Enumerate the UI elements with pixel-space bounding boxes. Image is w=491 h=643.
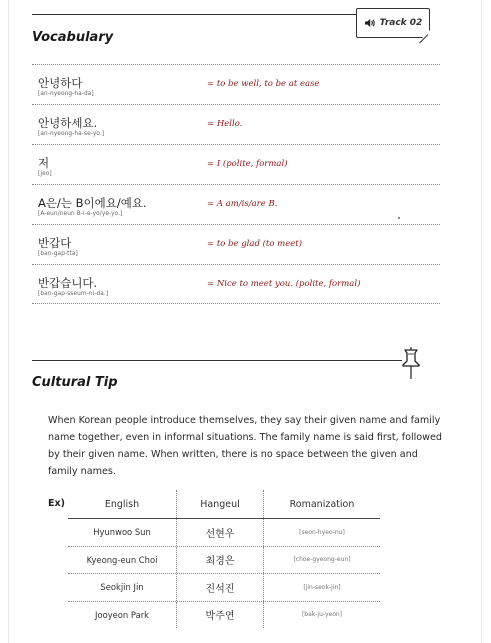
cell-hangeul: 진석진 — [176, 574, 264, 601]
cell-english: Kyeong-eun Choi — [86, 554, 158, 565]
table-row — [68, 547, 380, 575]
audio-track-button[interactable] — [356, 8, 430, 38]
cultural-tip-body: When Korean people introduce themselves, they say their given name and family name together, even in informal situations. The family name is said first, followed by their given name. When written, there is no space between the given and family names. — [48, 415, 442, 477]
cultural-tip-title: Cultural Tip — [32, 375, 118, 390]
vocab-meaning: = Hello. — [207, 119, 243, 129]
track-label: Track 02 — [379, 18, 423, 28]
vocab-korean: 저 — [38, 156, 50, 170]
table-row — [68, 574, 380, 602]
vocab-korean: 안녕하세요. — [38, 116, 98, 130]
vocabulary-title: Vocabulary — [32, 30, 114, 45]
cell-romanization: [choe-gyeong-eun] — [293, 556, 351, 564]
cell-hangeul: 선현우 — [176, 519, 264, 546]
vocab-meaning: = A am/is/are B. — [207, 199, 278, 209]
header-hangeul: Hangeul — [176, 490, 264, 518]
header-english: English — [104, 498, 140, 510]
table-header — [68, 490, 380, 519]
vocab-meaning: = to be glad (to meet) — [207, 239, 303, 249]
vocab-romanization: [ban-gap-tta] — [38, 251, 78, 257]
cultural-tip-rule — [32, 360, 402, 361]
vocab-row — [32, 224, 440, 264]
vocab-row — [32, 64, 440, 104]
vocab-meaning: = I (polite, formal) — [207, 159, 288, 169]
pushpin-icon — [400, 346, 422, 380]
speaker-icon — [364, 17, 376, 29]
cell-english: Hyunwoo Sun — [93, 527, 151, 538]
vocab-row — [32, 264, 440, 304]
cell-romanization: [seon-hyeo-nu] — [299, 528, 345, 536]
cell-hangeul: 박주연 — [176, 602, 264, 629]
table-row — [68, 519, 380, 547]
example-label: Ex) — [48, 498, 65, 509]
vocab-romanization: [A-eun/neun B-i-e-yo/ye-yo.] — [38, 211, 123, 217]
vocab-romanization: [an-nyeong-ha-da] — [38, 91, 94, 97]
cell-romanization: [jin-seok-jin] — [303, 583, 341, 591]
table-row — [68, 602, 380, 629]
vocab-row — [32, 184, 440, 224]
vocab-korean: A은/는 B이에요/예요. — [38, 196, 147, 210]
vocab-meaning: = Nice to meet you. (polite, formal) — [207, 279, 361, 289]
cell-english: Seokjin Jin — [100, 582, 144, 593]
vocabulary-list — [32, 64, 440, 304]
vocab-korean: 반갑다 — [38, 236, 72, 250]
cell-hangeul: 최경은 — [176, 547, 264, 574]
header-romanization: Romanization — [289, 498, 355, 510]
vocab-row — [32, 104, 440, 144]
vocab-korean: 반갑습니다. — [38, 276, 98, 290]
vocab-meaning: = to be well, to be at ease — [207, 79, 320, 89]
stray-dot — [398, 217, 400, 219]
cell-english: Jooyeon Park — [94, 609, 150, 620]
header-rule — [32, 14, 358, 15]
cell-romanization: [bak-ju-yeon] — [301, 611, 343, 619]
vocab-romanization: [an-nyeong-ha-se-yo.] — [38, 131, 105, 137]
vocab-row — [32, 144, 440, 184]
vocab-romanization: [ban-gap-sseum-ni-da.] — [38, 291, 109, 297]
vocab-romanization: [jeo] — [38, 171, 52, 177]
names-table — [68, 490, 380, 628]
vocab-korean: 안녕하다 — [38, 76, 83, 90]
